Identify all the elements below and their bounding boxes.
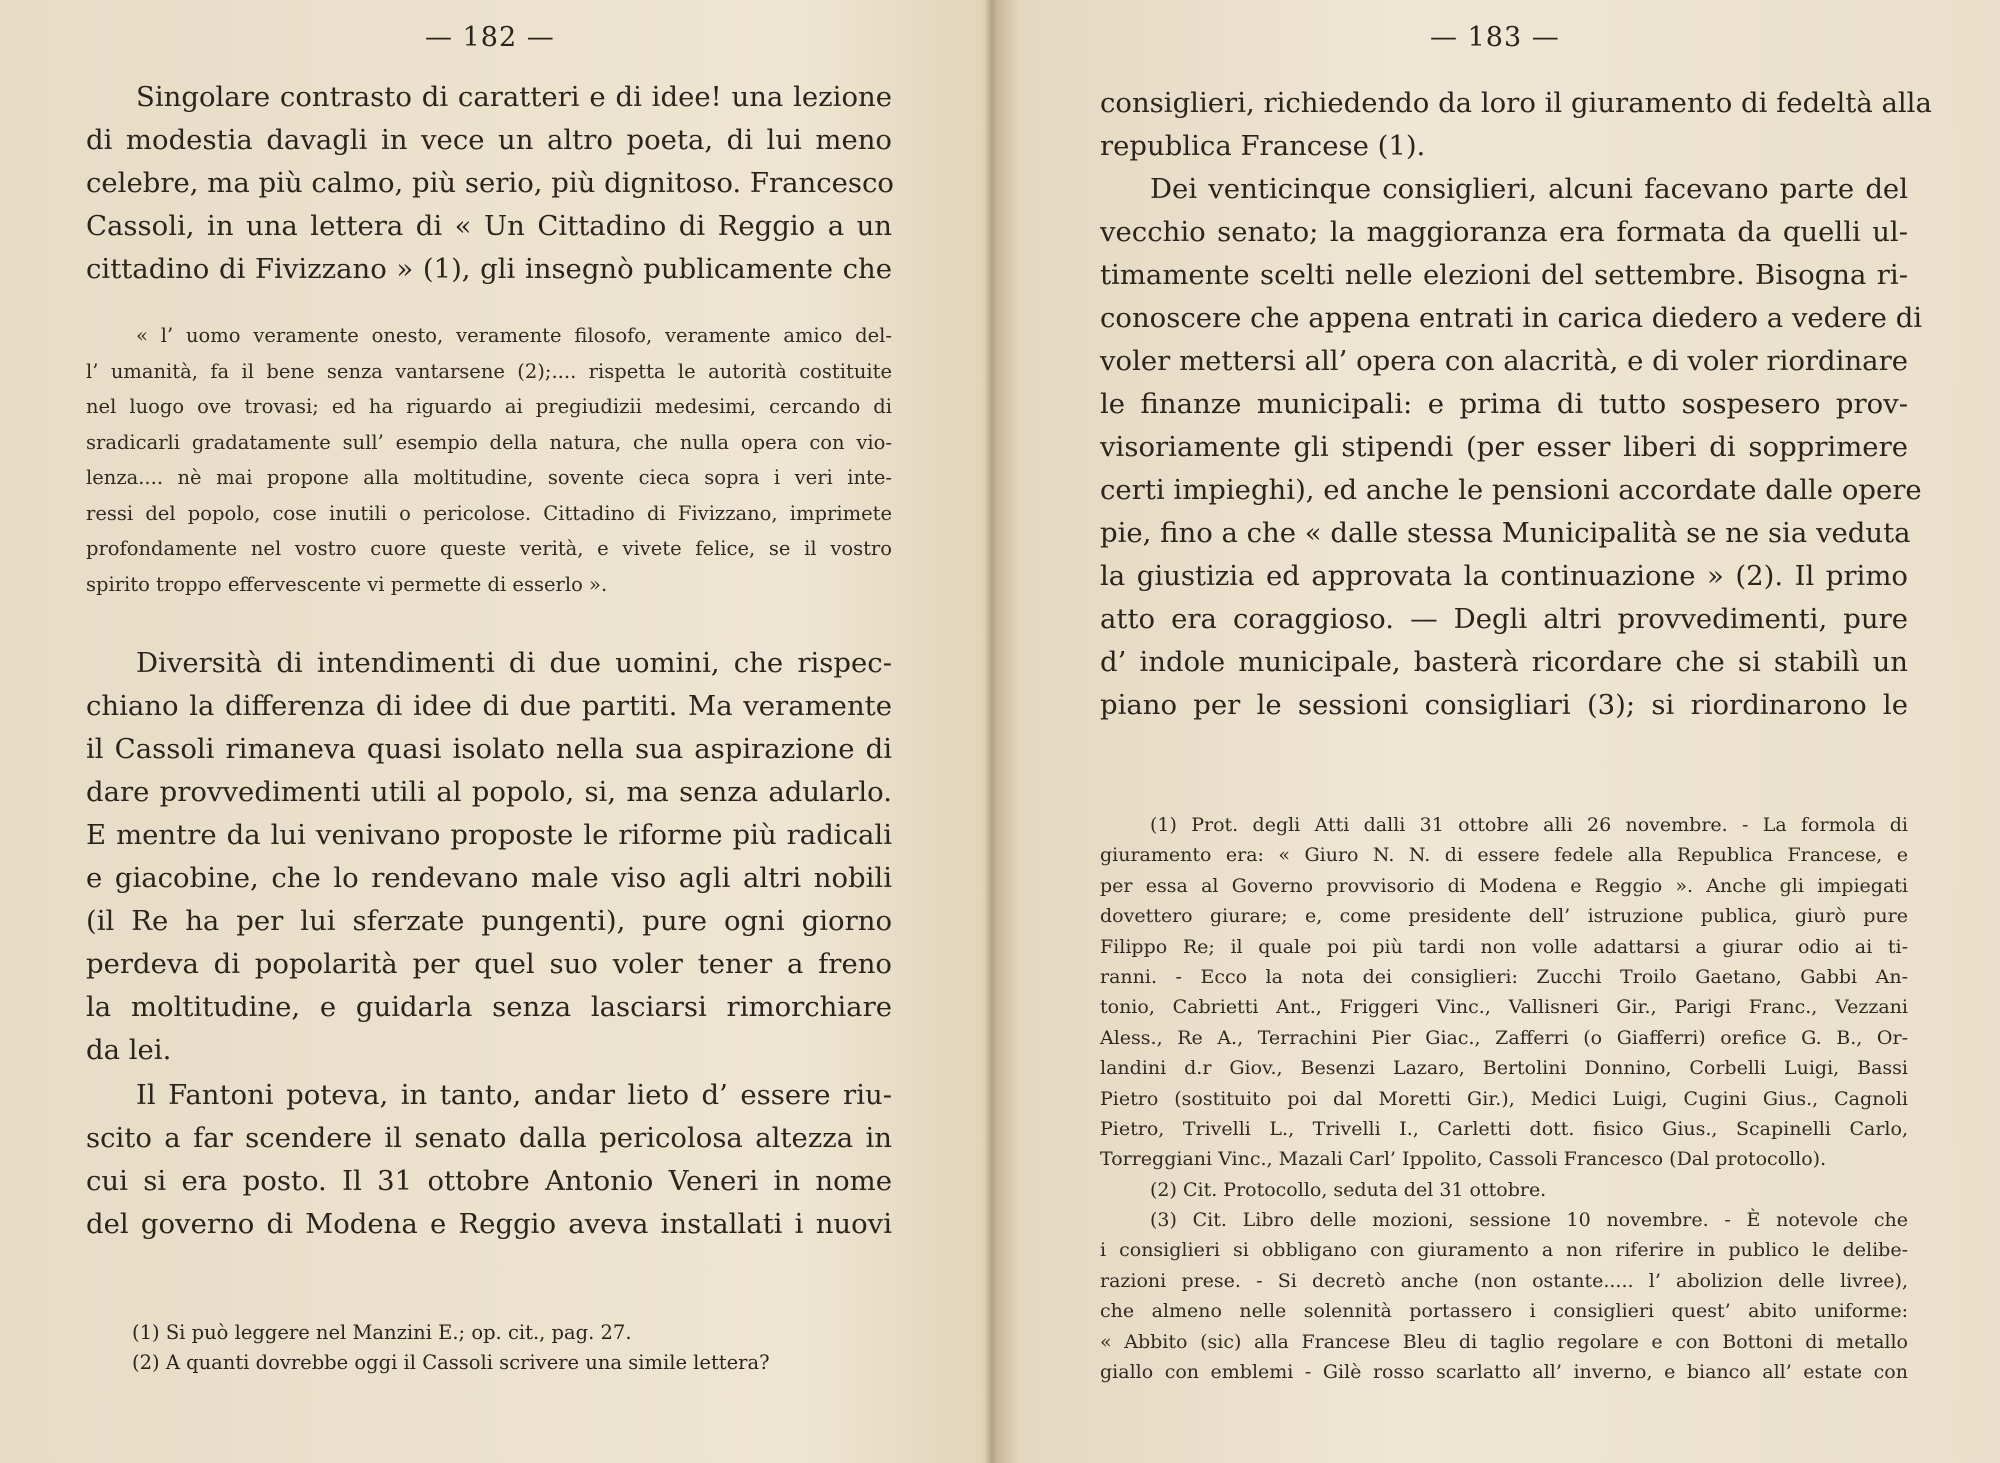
footnote-line: Pietro, Trivelli L., Trivelli I., Carletti dott. fisico Gius., Scapinelli Carlo, [1100,1118,1908,1141]
footnote-line: giallo con emblemi - Gilè rosso scarlatto all’ inverno, e bianco all’ estate con [1100,1361,1908,1384]
text-line: (il Re ha per lui sferzate pungenti), pure ogni giorno [86,905,892,937]
text-line: cittadino di Fivizzano » (1), gli insegnò publicamente che [86,253,892,285]
left-paragraph-2 [86,642,892,1072]
text-line: vecchio senato; la maggioranza era formata da quelli ul- [1100,216,1908,248]
text-line: cui si era posto. Il 31 ottobre Antonio Veneri in nome [86,1165,892,1197]
footnote-line: tonio, Cabrietti Ant., Friggeri Vinc., Vallisneri Gir., Parigi Franc., Vezzani [1100,996,1908,1019]
text-line: Dei venticinque consiglieri, alcuni facevano parte del [1150,173,1908,205]
footnote-line: (2) A quanti dovrebbe oggi il Cassoli scrivere una simile lettera? [132,1351,770,1374]
left-paragraph-3 [86,1074,892,1246]
footnote-line: che almeno nelle solennità portassero i consiglieri quest’ abito uniforme: [1100,1300,1908,1323]
left-footnotes [132,1318,912,1378]
right-paragraph-1 [1100,82,1932,168]
page-number-left: — 182 — [425,22,555,53]
text-line: Il Fantoni poteva, in tanto, andar lieto d’ essere riu- [136,1079,892,1111]
footnote-line: (3) Cit. Libro delle mozioni, sessione 10 novembre. - È notevole che [1150,1209,1908,1231]
quote-line: « l’ uomo veramente onesto, veramente filosofo, veramente amico del- [136,324,892,347]
quote-line: sradicarli gradatamente sull’ esempio della natura, che nulla opera con vio- [86,430,892,454]
footnote-line: giuramento era: « Giuro N. N. di essere fedele alla Republica Francese, e [1100,844,1908,867]
text-line: da lei. [86,1034,172,1066]
right-page [1000,0,2000,1463]
text-line: celebre, ma più calmo, più serio, più dignitoso. Francesco [86,167,894,199]
quote-line: profondamente nel vostro cuore queste verità, e vivete felice, se il vostro [86,537,892,560]
footnote-line: « Abbito (sic) alla Francese Bleu di taglio regolare e con Bottoni di metallo [1100,1330,1908,1353]
text-line: d’ indole municipale, basterà ricordare che si stabilì un [1100,646,1908,678]
footnote-line: (1) Si può leggere nel Manzini E.; op. cit., pag. 27. [132,1321,632,1344]
quote-line: nel luogo ove trovasi; ed ha riguardo ai pregiudizii medesimi, cercando di [86,395,892,418]
text-line: consiglieri, richiedendo da loro il giuramento di fedeltà alla [1100,87,1932,119]
text-line: visoriamente gli stipendi (per esser liberi di sopprimere [1100,431,1908,463]
text-line: chiano la differenza di idee di due partiti. Ma veramente [86,690,892,722]
footnote-line: ranni. - Ecco la nota dei consiglieri: Zucchi Troilo Gaetano, Gabbi An- [1100,966,1908,989]
footnote-line: razioni prese. - Si decretò anche (non ostante..... l’ abolizion delle livree), [1100,1269,1908,1292]
text-line: timamente scelti nelle elezioni del settembre. Bisogna ri- [1100,259,1908,291]
text-line: Diversità di intendimenti di due uomini, che rispec- [136,647,892,679]
text-line: le finanze municipali: e prima di tutto sospesero prov- [1100,388,1908,420]
footnote-line: (1) Prot. degli Atti dalli 31 ottobre alli 26 novembre. - La formola di [1150,814,1908,836]
text-line: la giustizia ed approvata la continuazione » (2). Il primo [1100,560,1908,592]
right-footnote-3 [1100,1205,1908,1387]
text-line: di modestia davagli in vece un altro poeta, di lui meno [86,124,892,156]
footnote-line: i consiglieri si obbligano con giuramento a non riferire in publico le delibe- [1100,1239,1908,1262]
text-line: Singolare contrasto di caratteri e di idee! una lezione [136,81,892,113]
text-line: del governo di Modena e Reggio aveva installati i nuovi [86,1208,892,1240]
quote-line: ressi del popolo, cose inutili o pericolose. Cittadino di Fivizzano, imprimete [86,501,892,525]
text-line: il Cassoli rimaneva quasi isolato nella sua aspirazione di [86,733,892,765]
text-line: E mentre da lui venivano proposte le riforme più radicali [86,819,892,851]
book-gutter [985,0,999,1463]
page-number-right: — 183 — [1430,22,1560,53]
text-line: conoscere che appena entrati in carica diedero a vedere di [1100,302,1923,334]
quote-line: l’ umanità, fa il bene senza vantarsene (2);.... rispetta le autorità costituite [86,359,892,383]
text-line: pie, fino a che « dalle stessa Municipalità se ne sia veduta [1100,517,1911,549]
footnote-line: dovettero giurare; e, come presidente dell’ istruzione publica, giurò pure [1100,905,1908,928]
footnote-line: Aless., Re A., Terrachini Pier Giac., Zafferri (o Giafferri) orefice G. B., Or- [1100,1026,1908,1049]
footnote-line: landini d.r Giov., Besenzi Lazaro, Bertolini Donnino, Corbelli Luigi, Bassi [1100,1057,1908,1080]
text-line: Cassoli, in una lettera di « Un Cittadino di Reggio a un [86,210,892,242]
left-quotation [86,318,892,602]
left-page [0,0,985,1463]
footnote-line: per essa al Governo provvisorio di Modena e Reggio ». Anche gli impiegati [1100,874,1908,897]
quote-line: spirito troppo effervescente vi permette di esserlo ». [86,572,608,596]
text-line: voler mettersi all’ opera con alacrità, e di voler riordinare [1100,345,1908,377]
footnote-line: Filippo Re; il quale poi più tardi non volle adattarsi a giurar odio ai ti- [1100,935,1908,958]
text-line: piano per le sessioni consigliari (3); si riordinarono le [1100,689,1908,721]
quote-line: lenza.... nè mai propone alla moltitudine, sovente cieca sopra i veri inte- [86,466,892,489]
text-line: atto era coraggioso. — Degli altri provvedimenti, pure [1100,603,1908,635]
right-paragraph-2 [1100,168,1923,727]
footnote-line: Torreggiani Vinc., Mazali Carl’ Ippolito, Cassoli Francesco (Dal protocollo). [1100,1148,1827,1171]
right-footnote-2 [1100,1175,1908,1205]
text-line: certi impieghi), ed anche le pensioni accordate dalle opere [1100,474,1922,506]
text-line: e giacobine, che lo rendevano male viso agli altri nobili [86,862,892,894]
footnote-line: Pietro (sostituito poi dal Moretti Gir.), Medici Luigi, Cugini Gius., Cagnoli [1100,1087,1908,1110]
text-line: perdeva di popolarità per quel suo voler tener a freno [86,948,892,980]
right-footnote-1 [1100,810,1908,1175]
text-line: scito a far scendere il senato dalla pericolosa altezza in [86,1122,892,1154]
text-line: republica Francese (1). [1100,130,1426,162]
text-line: la moltitudine, e guidarla senza lasciarsi rimorchiare [86,991,892,1023]
footnote-line: (2) Cit. Protocollo, seduta del 31 ottobre. [1150,1179,1547,1201]
text-line: dare provvedimenti utili al popolo, si, ma senza adularlo. [86,776,892,808]
left-paragraph-1 [86,76,892,291]
